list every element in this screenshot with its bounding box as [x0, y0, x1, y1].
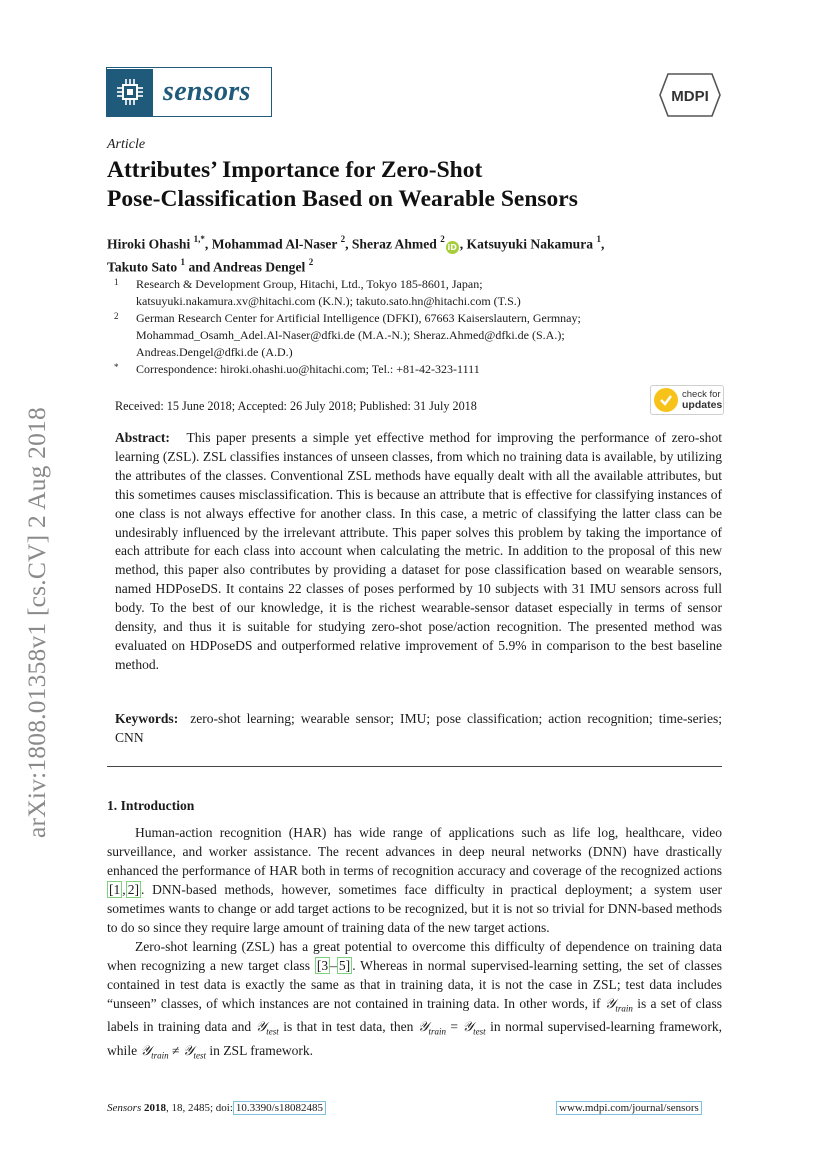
citation-link[interactable]: [1	[109, 881, 121, 897]
affiliations	[114, 276, 734, 378]
math-symbol: 𝒴$_{train}$	[140, 1042, 169, 1061]
author-name[interactable]: Hiroki Ohashi	[107, 236, 191, 252]
footer-citation	[107, 1102, 326, 1114]
affiliation-email-line[interactable]: Andreas.Dengel@dfki.de (A.D.)	[136, 345, 293, 359]
journal-name: sensors	[163, 76, 251, 107]
math-symbol: 𝒴$_{train}$	[604, 995, 633, 1014]
paragraph-text: is a set of class labels in training data and	[107, 995, 722, 1035]
paragraph-text: in ZSL framework.	[205, 1042, 314, 1058]
paragraph	[107, 938, 722, 1066]
check-updates-line2: updates	[682, 398, 723, 411]
math-symbol: 𝒴$_{test}$	[182, 1042, 206, 1061]
mdpi-logo-text: MDPI	[671, 88, 709, 105]
citation-link[interactable]: 5]	[338, 957, 351, 973]
math-operator: =	[445, 1019, 463, 1035]
doi-link[interactable]: 10.3390/s18082485	[233, 1101, 326, 1115]
paragraph-text: in normal supervised-learning framework, while	[107, 1019, 722, 1058]
paragraph-text: . Whereas in normal supervised-learning setting, the set of classes contained in test data is exactly the same as that in training data, it is not the case in ZSL; test data includes “unseen” classes, of which instances are not contained in training data. In other words, if	[107, 957, 722, 1011]
citation-link[interactable]: 2]	[127, 881, 139, 897]
math-symbol: 𝒴$_{train}$	[417, 1019, 446, 1037]
affiliation-line: Research & Development Group, Hitachi, Ltd., Tokyo 185-8601, Japan;	[136, 277, 483, 291]
author-affil: 2	[308, 256, 314, 267]
article-type: Article	[107, 137, 146, 152]
author-name[interactable]: Takuto Sato	[107, 259, 178, 275]
mdpi-logo[interactable]	[658, 72, 722, 118]
chip-icon	[107, 69, 153, 116]
check-updates-line1: check for	[682, 388, 721, 400]
author-name[interactable]: and Andreas Dengel	[185, 259, 306, 275]
journal-logo[interactable]	[106, 67, 272, 117]
arxiv-stamp: arXiv:1808.01358v1 [cs.CV] 2 Aug 2018	[22, 407, 51, 838]
keywords-label: Keywords:	[115, 711, 179, 726]
correspondence-item	[114, 361, 734, 378]
affiliation-item	[114, 310, 734, 361]
abstract	[115, 429, 722, 675]
footer-volume: , 18, 2485; doi:	[165, 1102, 233, 1114]
paragraph-text: . DNN-based methods, however, sometimes face difficulty in practical deployment; a system user sometimes wants to change or add target actions to be recognized, but it is not so trivial for DNN-based methods to do so since they require large amount of training data of the new target actions.	[107, 881, 722, 935]
author-name[interactable]: , Mohammad Al-Naser	[204, 236, 338, 252]
paper-title	[107, 156, 727, 214]
affiliation-email-line[interactable]: katsuyuki.nakamura.xv@hitachi.com (K.N.); takuto.sato.hn@hitachi.com (T.S.)	[136, 294, 521, 308]
author-affil: 2	[440, 234, 445, 244]
correspondence-line[interactable]: Correspondence: hiroki.ohashi.uo@hitachi.com; Tel.: +81-42-323-1111	[136, 362, 480, 376]
paragraph-text: is that in test data, then	[278, 1019, 418, 1035]
affiliation-number: 1	[114, 277, 119, 287]
citation-link[interactable]: [3	[316, 957, 329, 973]
abstract-label: Abstract:	[115, 430, 170, 445]
paragraph-text: Human-action recognition (HAR) has wide range of applications such as life log, healthcare, video surveillance, and worker assistance. The recent advances in deep neural networks (DNN) have drastically enhanced the performance of HAR both in terms of recognition accuracy and coverage of the recognized actions	[107, 825, 722, 878]
keywords-text: zero-shot learning; wearable sensor; IMU; pose classification; action recognition; time-series; CNN	[115, 711, 722, 745]
author-separator: ,	[600, 236, 605, 252]
author-affil: 1	[180, 256, 186, 267]
journal-url-link[interactable]: www.mdpi.com/journal/sensors	[556, 1101, 702, 1115]
paragraph	[107, 824, 722, 938]
affiliation-number: *	[114, 362, 119, 372]
title-line-1: Attributes’ Importance for Zero-Shot	[107, 157, 483, 183]
footer-year: 2018	[143, 1102, 166, 1114]
math-symbol: 𝒴$_{test}$	[255, 1019, 279, 1037]
footer-journal: Sensors	[107, 1102, 142, 1114]
author-list	[107, 231, 727, 276]
affiliation-item	[114, 276, 734, 310]
paragraph-text: Zero-shot learning (ZSL) has a great potential to overcome this difficulty of dependence on training data when recognizing a new target class	[107, 938, 722, 973]
title-line-2: Pose-Classification Based on Wearable Sensors	[107, 186, 578, 212]
check-for-updates-button[interactable]	[650, 385, 724, 415]
citation-separator: –	[330, 957, 337, 973]
keywords	[115, 709, 722, 747]
author-name[interactable]: , Sheraz Ahmed	[345, 236, 437, 252]
body-text	[107, 824, 722, 1066]
author-name[interactable]: , Katsuyuki Nakamura	[459, 236, 594, 252]
author-affil: 1	[596, 234, 601, 244]
math-symbol: 𝒴$_{test}$	[462, 1019, 486, 1037]
affiliation-email-line[interactable]: Mohammad_Osamh_Adel.Al-Naser@dfki.de (M.A.-N.); Sheraz.Ahmed@dfki.de (S.A.);	[136, 328, 565, 342]
author-affil: 1,*	[193, 234, 205, 244]
publication-dates: Received: 15 June 2018; Accepted: 26 July 2018; Published: 31 July 2018	[115, 399, 477, 413]
orcid-icon[interactable]: iD	[447, 242, 457, 252]
author-affil: 2	[340, 234, 346, 244]
abstract-text: This paper presents a simple yet effective method for improving the performance of zero-shot learning (ZSL). ZSL classifies instances of unseen classes, from which no training data is available, by utilizing the attributes of the classes. Conventional ZSL methods have equally dealt with all the available attributes, but this sometimes causes misclassification. This is because an attribute that is effective for classifying instances of one class is not always effective for another class. In this case, a metric of classifying the latter class can be undesirably influenced by the irrelevant attribute. This paper solves this problem by taking the importance of each attribute for each class into account when calculating the metric. In addition to the proposal of this new method, this paper also contributes by providing a dataset for pose classification based on wearable sensors, named HDPoseDS. It contains 22 classes of poses performed by 10 subjects with 31 IMU sensors across full body. To the best of our knowledge, it is the richest wearable-sensor dataset especially in terms of sensor density, and thus it is suitable for studying zero-shot pose/action recognition. The presented method was evaluated on HDPoseDS and outperformed relative improvement of 5.9% in comparison to the best baseline method.	[115, 430, 722, 672]
affiliation-line: German Research Center for Artificial Intelligence (DFKI), 67663 Kaiserslautern, Germnay;	[136, 311, 581, 325]
affiliation-number: 2	[114, 311, 119, 321]
math-operator: ≠	[168, 1042, 183, 1058]
check-icon	[654, 388, 678, 412]
section-heading: 1. Introduction	[107, 798, 195, 813]
citation-separator: ,	[122, 881, 126, 897]
divider	[107, 766, 722, 767]
